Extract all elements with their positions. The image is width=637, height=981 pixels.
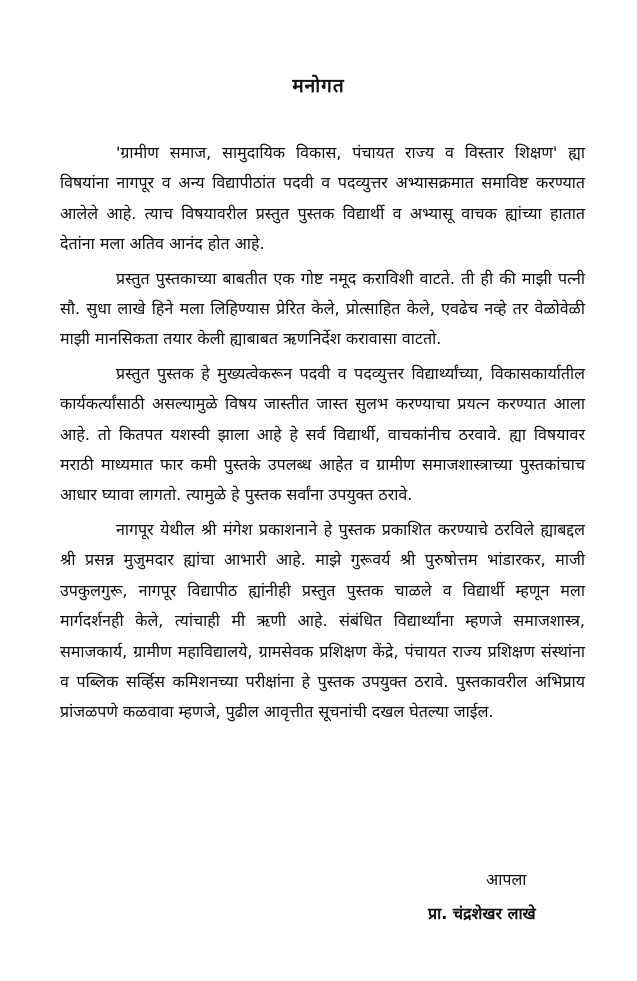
paragraph-3: प्रस्तुत पुस्तक हे मुख्यत्वेकरून पदवी व पदव्युत्तर विद्यार्थ्यांच्या, विकासकार्यातील कार्यकर्त्यांसाठी असल्यामुळे विषय जास्तीत जास्त सुलभ करण्याचा प्रयत्न करण्यात आला आहे. तो कितपत यशस्वी झाला आहे हे सर्व विद्यार्थी, वाचकांनीच ठरवावे. ह्या विषयावर मराठी माध्यमात फार कमी पुस्तके उपलब्ध आहेत व ग्रामीण समाजशास्त्राच्या पुस्तकांचाच आधार घ्यावा लागतो. त्यामुळे हे पुस्तक सर्वांना उपयुक्त ठरावे.: [60, 363, 585, 505]
signature-salutation: आपला: [486, 870, 527, 889]
preface-body: [60, 138, 585, 732]
page-title: मनोगत: [292, 75, 345, 97]
author-name: प्रा. चंद्रशेखर लाखे: [428, 904, 536, 923]
paragraph-4: नागपूर येथील श्री मंगेश प्रकाशनाने हे पुस्तक प्रकाशित करण्याचे ठरविले ह्याबद्दल श्री प्रसन्न मुजुमदार ह्यांचा आभारी आहे. माझे गुरूवर्य श्री पुरुषोत्तम भांडारकर, माजी उपकुलगुरू, नागपूर विद्यापीठ ह्यांनीही प्रस्तुत पुस्तक चाळले व विद्यार्थी म्हणून मला मार्गदर्शनही केले, त्यांचाही मी ऋणी आहे. संबंधित विद्यार्थ्यांना म्हणजे समाजशास्त्र, समाजकार्य, ग्रामीण महाविद्यालये, ग्रामसेवक प्रशिक्षण केंद्रे, पंचायत राज्य प्रशिक्षण संस्थांना व पब्लिक सर्व्हिस कमिशनच्या परीक्षांना हे पुस्तक उपयुक्त ठरावे. पुस्तकावरील अभिप्राय प्रांजळपणे कळवावा म्हणजे, पुढील आवृत्तीत सूचनांची दखल घेतल्या जाईल.: [60, 519, 585, 722]
signature-block: [0, 868, 637, 938]
paragraph-2: प्रस्तुत पुस्तकाच्या बाबतीत एक गोष्ट नमूद कराविशी वाटते. ती ही की माझी पत्नी सौ. सुधा लाखे हिने मला लिहिण्यास प्रेरित केले, प्रोत्साहित केले, एवढेच नव्हे तर वेळोवेळी माझी मानसिकता तयार केली ह्याबाबत ऋणनिर्देश करावासा वाटतो.: [60, 268, 585, 349]
paragraph-1: 'ग्रामीण समाज, सामुदायिक विकास, पंचायत राज्य व विस्तार शिक्षण' ह्या विषयांना नागपूर व अन्य विद्यापीठांत पदवी व पदव्युत्तर अभ्यासक्रमात समाविष्ट करण्यात आलेले आहे. त्याच विषयावरील प्रस्तुत पुस्तक विद्यार्थी व अभ्यासू वाचक ह्यांच्या हातात देतांना मला अतिव आनंद होत आहे.: [60, 143, 585, 254]
